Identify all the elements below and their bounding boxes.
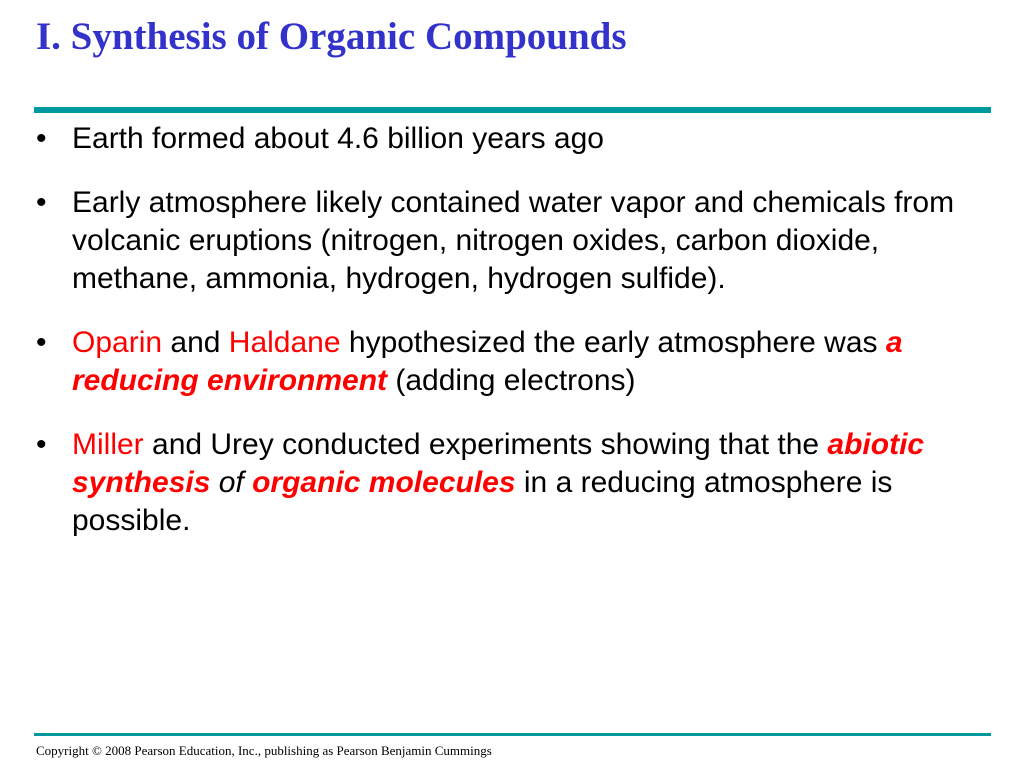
bullet-item bbox=[36, 120, 986, 158]
title-divider bbox=[34, 107, 991, 113]
bullet-text: (adding electrons) bbox=[387, 364, 636, 397]
bullet-text: Early atmosphere likely contained water vapor and chemicals from volcanic eruptions (nitrogen, nitrogen oxides, carbon dioxide, methane, ammonia, hydrogen, hydrogen sulfide). bbox=[72, 186, 955, 295]
emphasis-reducing-environment: a reducing environment bbox=[72, 326, 903, 397]
bullet-text: hypothesized the early atmosphere was bbox=[340, 326, 886, 359]
bullet-dot: • bbox=[36, 428, 47, 461]
bullet-text: and Urey conducted experiments showing that the bbox=[143, 428, 828, 461]
bullet-list bbox=[36, 120, 986, 566]
bullet-item bbox=[36, 184, 986, 298]
bullet-dot: • bbox=[36, 326, 47, 359]
footer-divider bbox=[34, 733, 991, 736]
scientist-name-haldane: Haldane bbox=[228, 326, 341, 359]
bullet-item bbox=[36, 324, 986, 400]
bullet-text: and bbox=[162, 326, 229, 359]
bullet-text-of: of bbox=[210, 466, 253, 499]
scientist-name-miller: Miller bbox=[72, 428, 144, 461]
scientist-name-oparin: Oparin bbox=[72, 326, 163, 359]
bullet-text: in a reducing atmosphere is possible. bbox=[72, 466, 893, 537]
slide-title: I. Synthesis of Organic Compounds bbox=[36, 15, 627, 58]
emphasis-organic-molecules: organic molecules bbox=[252, 466, 516, 499]
bullet-item bbox=[36, 426, 986, 540]
bullet-text: Earth formed about 4.6 billion years ago bbox=[72, 122, 604, 155]
emphasis-abiotic-synthesis: abiotic synthesis bbox=[72, 428, 925, 499]
bullet-dot: • bbox=[36, 186, 47, 219]
copyright-footer: Copyright © 2008 Pearson Education, Inc., publishing as Pearson Benjamin Cummings bbox=[36, 743, 492, 758]
bullet-dot: • bbox=[36, 122, 47, 155]
